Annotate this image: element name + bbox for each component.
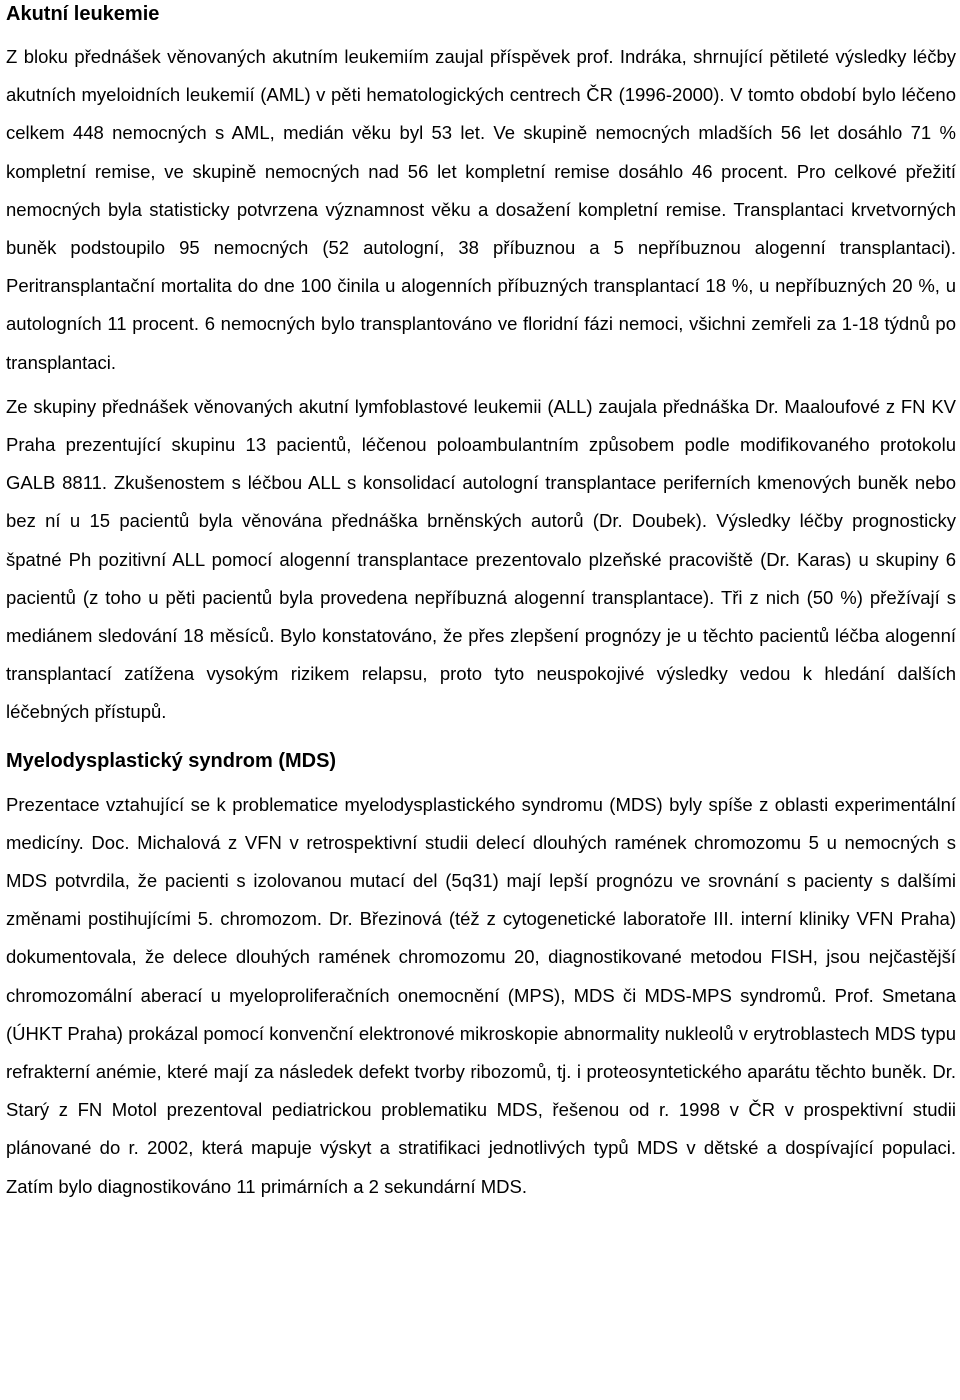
paragraph-all: Ze skupiny přednášek věnovaných akutní lymfoblastové leukemii (ALL) zaujala přednáška Dr. Maaloufové z FN KV Praha prezentující skupinu 13 pacientů, léčenou poloambulantním způsobem podle modifikovaného protokolu GALB 8811. Zkušenostem s léčbou ALL s konsolidací autologní transplantace periferních kmenových buněk nebo bez ní u 15 pacientů byla věnována přednáška brněnských autorů (Dr. Doubek). Výsledky léčby prognosticky špatné Ph pozitivní ALL pomocí alogenní transplantace prezentovalo plzeňské pracoviště (Dr. Karas) u skupiny 6 pacientů (z toho u pěti pacientů byla provedena nepříbuzná alogenní transplantace). Tři z nich (50 %) přežívají s mediánem sledování 18 měsíců. Bylo konstatováno, že přes zlepšení prognózy je u těchto pacientů léčba alogenní transplantací zatížena vysokým rizikem relapsu, proto tyto neuspokojivé výsledky vedou k hledání dalších léčebných přístupů. bbox=[6, 395, 956, 723]
paragraph-mds: Prezentace vztahující se k problematice myelodysplastického syndromu (MDS) byly spíše z oblasti experimentální medicíny. Doc. Michalová z VFN v retrospektivní studii delecí dlouhých ramének chromozomu 5 u nemocných s MDS potvrdila, že pacienti s izolovanou mutací del (5q31) mají lepší prognózu ve srovnání s pacienty s dalšími změnami postihujícími 5. chromozom. Dr. Březinová (též z cytogenetické laboratoře III. interní kliniky VFN Praha) dokumentovala, že delece dlouhých ramének chromozomu 20, diagnostikované metodou FISH, jsou nejčastější chromozomální aberací u myeloproliferačních onemocnění (MPS), MDS či MDS-MPS syndromů. Prof. Smetana (ÚHKT Praha) prokázal pomocí konvenční elektronové mikroskopie abnormality nukleolů v erytroblastech MDS typu refrakterní anémie, které mají za následek defekt tvorby ribozomů, tj. i proteosyntetického aparátu těchto buněk. Dr. Starý z FN Motol prezentoval pediatrickou problematiku MDS, řešenou od r. 1998 v ČR v prospektivní studii plánované do r. 2002, která mapuje výskyt a stratifikaci jednotlivých typů MDS v dětské a dospívající populaci. Zatím bylo diagnostikováno 11 primárních a 2 sekundární MDS. bbox=[6, 793, 956, 1197]
section-title-acute-leukemia: Akutní leukemie bbox=[6, 3, 160, 25]
paragraph-aml: Z bloku přednášek věnovaných akutním leukemiím zaujal příspěvek prof. Indráka, shrnující pětileté výsledky léčby akutních myeloidních leukemií (AML) v pěti hematologických centrech ČR (1996-2000). V tomto období bylo léčeno celkem 448 nemocných s AML, medián věku byl 53 let. Ve skupině nemocných mladších 56 let dosáhlo 71 % kompletní remise, ve skupině nemocných nad 56 let kompletní remise dosáhlo 46 procent. Pro celkové přežití nemocných byla statisticky potvrzena významnost věku a dosažení kompletní remise. Transplantaci krvetvorných buněk podstoupilo 95 nemocných (52 autologní, 38 příbuznou a 5 nepříbuznou alogenní transplantaci). Peritransplantační mortalita do dne 100 činila u alogenních příbuzných transplantací 18 %, u nepříbuzných 20 %, u autologních 11 procent. 6 nemocných bylo transplantováno ve floridní fázi nemoci, všichni zemřeli za 1-18 týdnů po transplantaci. bbox=[6, 46, 956, 373]
document-page bbox=[6, 0, 956, 1206]
section-title-mds: Myelodysplastický syndrom (MDS) bbox=[6, 749, 337, 772]
